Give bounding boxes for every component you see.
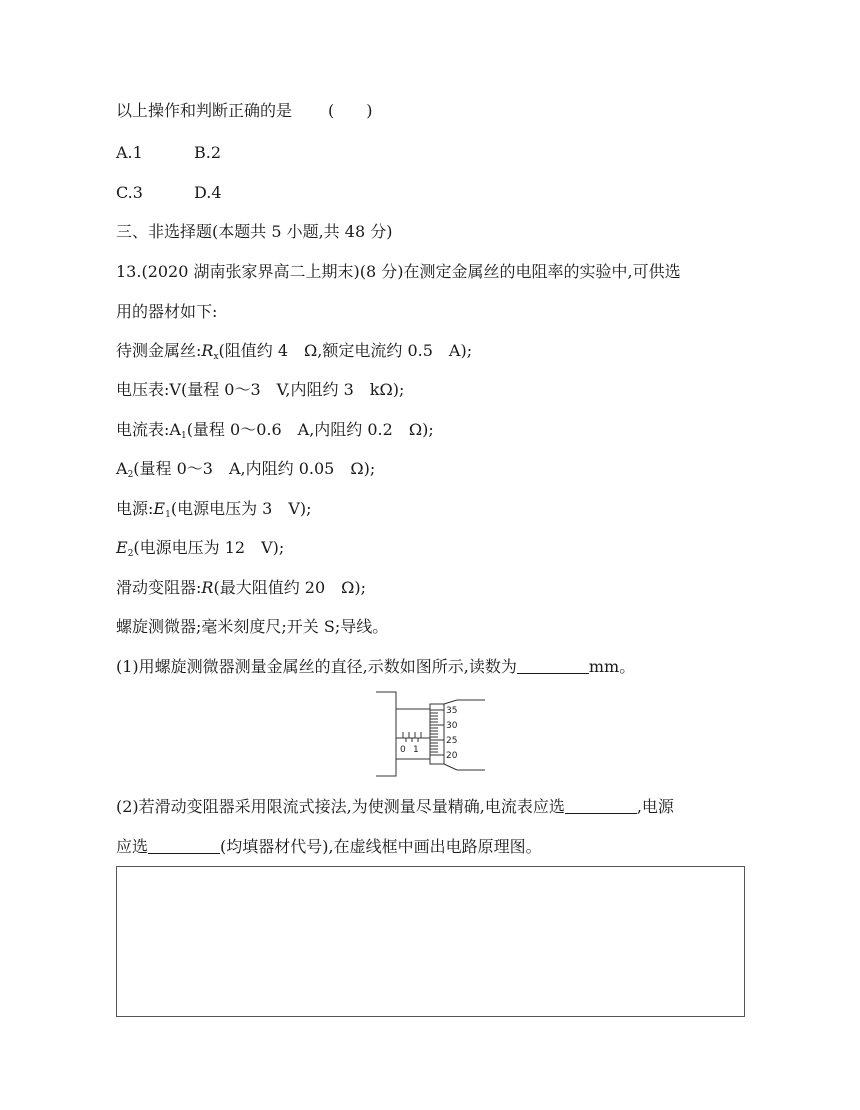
- q12-stem: 以上操作和判断正确的是 ( ): [116, 101, 373, 120]
- answer-blank-source[interactable]: [148, 839, 220, 854]
- item-voltmeter: 电压表:V(量程 0～3 V,内阻约 3 kΩ);: [116, 380, 405, 399]
- item-others: 螺旋测微器;毫米刻度尺;开关 S;导线。: [116, 617, 389, 636]
- q13-line2: 用的器材如下:: [116, 302, 218, 321]
- section-heading: 三、非选择题(本题共 5 小题,共 48 分): [116, 222, 393, 241]
- frame-outline: [376, 692, 396, 776]
- q13-line1: 13.(2020 湖南张家界高二上期末)(8 分)在测定金属丝的电阻率的实验中,可供选: [116, 262, 681, 281]
- item-a2: $A_2$(量程 0～3 A,内阻约 0.05 Ω);: [116, 459, 376, 480]
- micrometer-figure: [373, 690, 488, 778]
- item-e1: 电源$:E_1$(电源电压为 3 V);: [116, 499, 312, 520]
- thimble-label-35: 35: [446, 706, 458, 716]
- answer-blank-ammeter[interactable]: [565, 799, 637, 814]
- main-scale-label-0: 0: [400, 745, 406, 755]
- q13-part1: (1)用螺旋测微器测量金属丝的直径,示数如图所示,读数为 mm。: [116, 657, 636, 676]
- q13-part2-line2: 应选 (均填器材代号),在虚线框中画出电路原理图。: [116, 837, 542, 856]
- option-c[interactable]: C.3: [116, 183, 143, 202]
- item-rheostat: 滑动变阻器:R(最大阻值约 20 Ω);: [116, 578, 367, 597]
- main-scale-label-1: 1: [413, 745, 419, 755]
- thimble-label-30: 30: [446, 721, 458, 731]
- thimble-label-25: 25: [446, 736, 458, 746]
- item-a1: 电流表$:A_1$(量程 0～0.6 A,内阻约 0.2 Ω);: [116, 420, 434, 441]
- thimble-ticks: [430, 710, 444, 755]
- circuit-drawing-box[interactable]: [116, 866, 745, 1017]
- option-b[interactable]: B.2: [194, 143, 222, 162]
- answer-blank-reading[interactable]: [517, 659, 589, 674]
- option-a[interactable]: A.1: [116, 143, 143, 162]
- q12-options-row2: [116, 183, 272, 203]
- thimble-label-20: 20: [446, 751, 458, 761]
- q13-part2-line1: (2)若滑动变阻器采用限流式接法,为使测量尽量精确,电流表应选 ,电源: [116, 797, 674, 816]
- item-e2: $E_2$(电源电压为 12 V);: [116, 538, 285, 559]
- q12-options-row1: [116, 143, 272, 163]
- item-rx: 待测金属丝$:R_x$(阻值约 4 Ω,额定电流约 0.5 A);: [116, 341, 473, 362]
- option-d[interactable]: D.4: [194, 183, 222, 202]
